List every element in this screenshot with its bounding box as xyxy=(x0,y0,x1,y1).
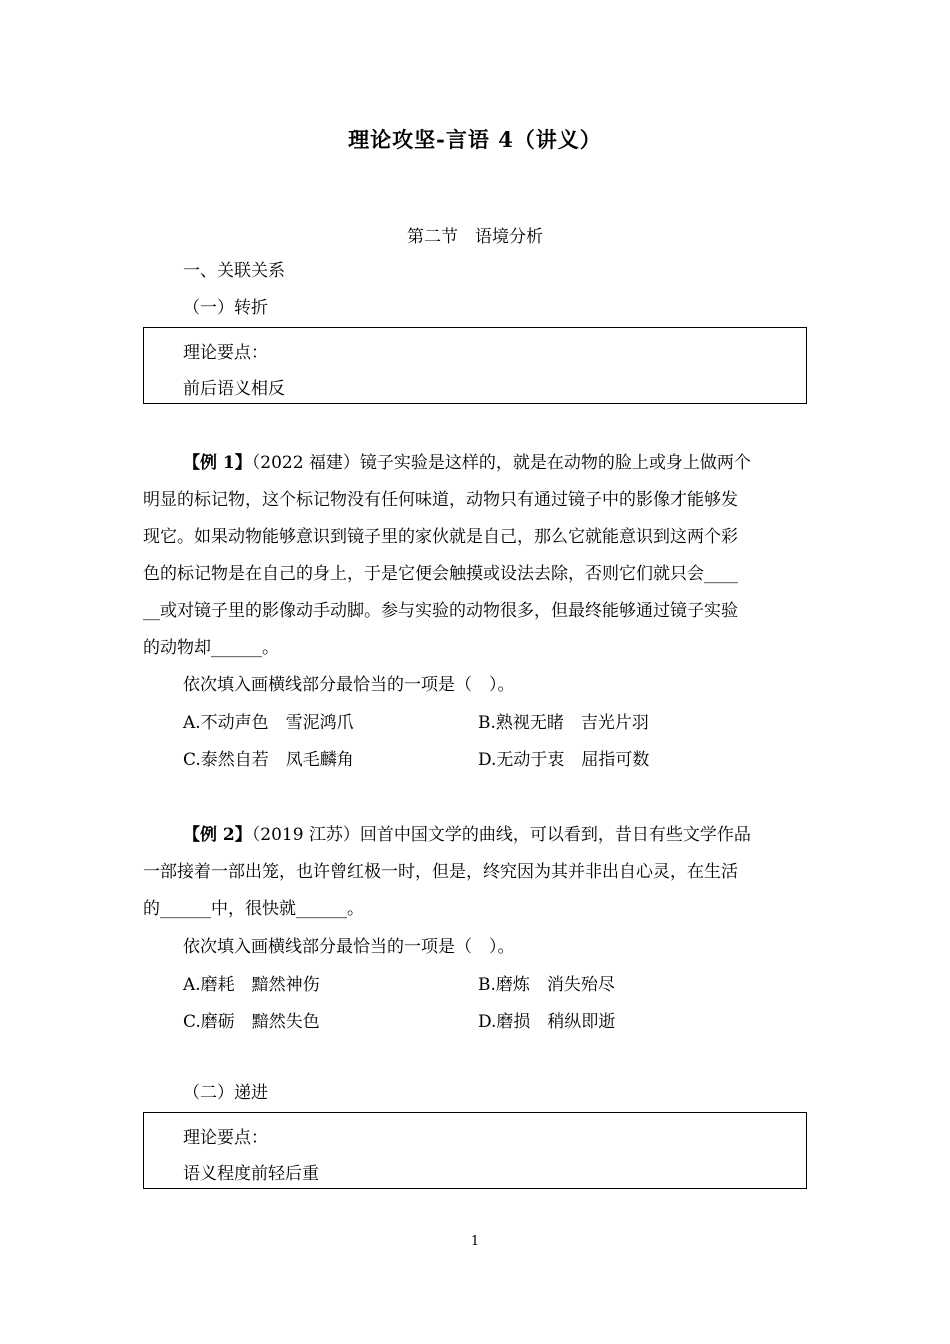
example-line: 现它。如果动物能够意识到镜子里的家伙就是自己，那么它就能意识到这两个彩 xyxy=(143,527,738,547)
example-tag: 【例 1】 xyxy=(183,453,252,473)
subheading-transition: （一）转折 xyxy=(183,298,268,318)
theory-text: 语义程度前轻后重 xyxy=(183,1164,319,1184)
example-line: __或对镜子里的影像动手动脚。参与实验的动物很多，但最终能够通过镜子实验 xyxy=(143,601,738,621)
example-line: 明显的标记物，这个标记物没有任何味道，动物只有通过镜子中的影像才能够发 xyxy=(143,490,738,510)
theory-box-transition xyxy=(143,327,807,404)
option-a[interactable]: A.不动声色 雪泥鸿爪 xyxy=(183,713,354,733)
option-d[interactable]: D.磨损 稍纵即逝 xyxy=(478,1012,616,1032)
question-prompt: 依次填入画横线部分最恰当的一项是（ ）。 xyxy=(183,675,515,695)
page-title: 理论攻坚-言语 4（讲义） xyxy=(348,127,602,152)
example-line: 的______中，很快就______。 xyxy=(143,899,364,919)
section-title: 第二节 语境分析 xyxy=(407,227,543,247)
subheading-progression: （二）递进 xyxy=(183,1083,268,1103)
theory-text: 前后语义相反 xyxy=(183,379,285,399)
theory-label: 理论要点： xyxy=(183,343,268,363)
question-prompt: 依次填入画横线部分最恰当的一项是（ ）。 xyxy=(183,937,515,957)
option-b[interactable]: B.磨炼 消失殆尽 xyxy=(478,975,615,995)
option-c[interactable]: C.磨砺 黯然失色 xyxy=(183,1012,320,1032)
option-a[interactable]: A.磨耗 黯然神伤 xyxy=(183,975,320,995)
page-number: 1 xyxy=(470,1234,480,1249)
option-b[interactable]: B.熟视无睹 吉光片羽 xyxy=(478,713,649,733)
theory-box-progression xyxy=(143,1112,807,1189)
example-line: 色的标记物是在自己的身上，于是它便会触摸或设法去除，否则它们就只会____ xyxy=(143,564,738,584)
option-d[interactable]: D.无动于衷 屈指可数 xyxy=(478,750,650,770)
example-line: （2019 江苏）回首中国文学的曲线，可以看到，昔日有些文学作品 xyxy=(251,825,751,845)
example-line: 一部接着一部出笼，也许曾红极一时，但是，终究因为其并非出自心灵，在生活 xyxy=(143,862,738,882)
example-line: （2022 福建）镜子实验是这样的，就是在动物的脸上或身上做两个 xyxy=(251,453,751,473)
theory-label: 理论要点： xyxy=(183,1128,268,1148)
example-line: 的动物却______。 xyxy=(143,638,279,658)
option-c[interactable]: C.泰然自若 凤毛麟角 xyxy=(183,750,354,770)
heading-associative-relations: 一、关联关系 xyxy=(183,261,285,281)
example-tag: 【例 2】 xyxy=(183,825,252,845)
